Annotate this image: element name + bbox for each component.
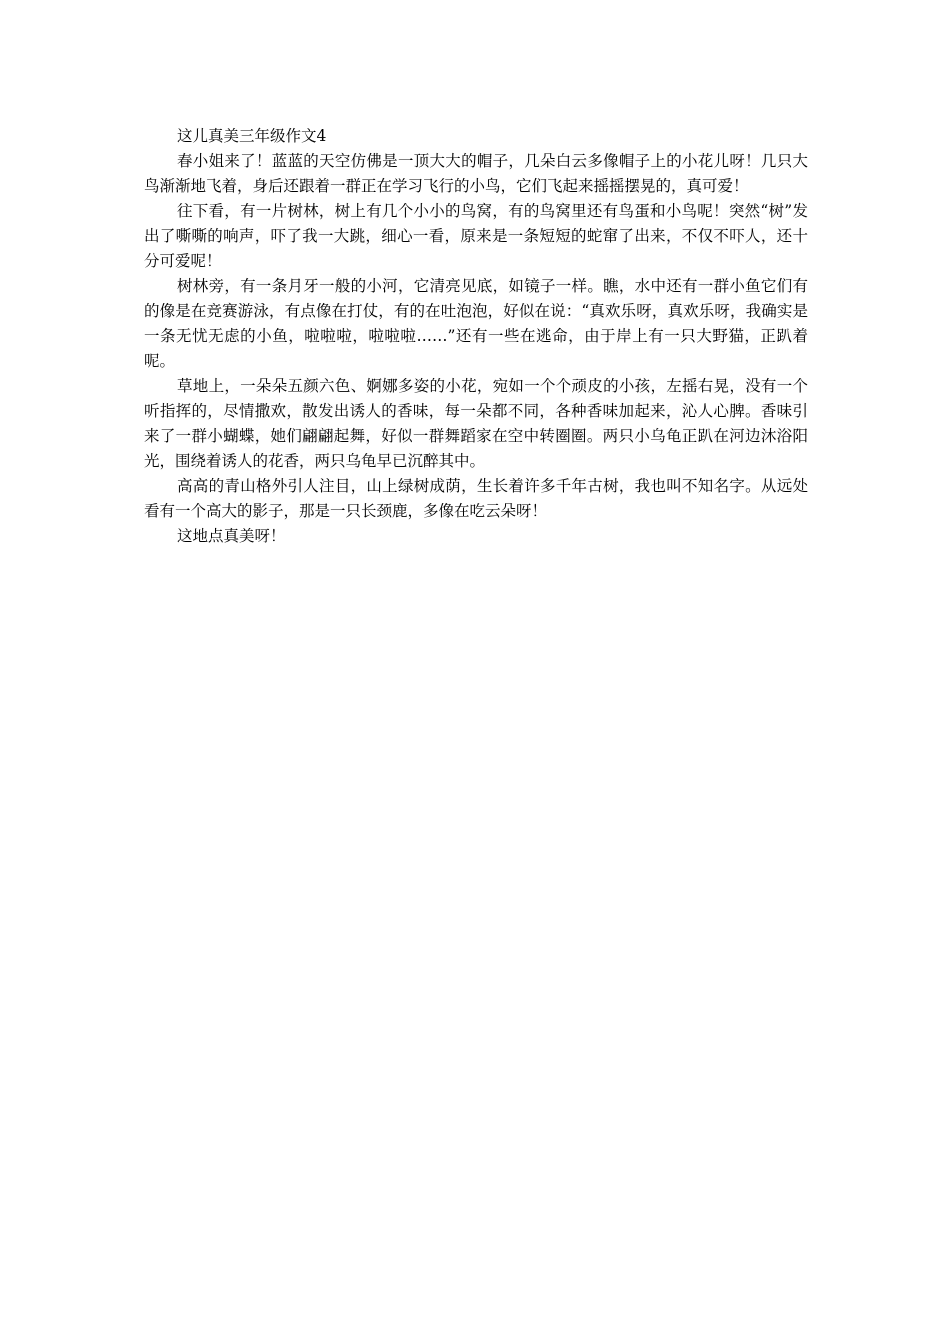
paragraph-1: 春小姐来了！蓝蓝的天空仿佛是一顶大大的帽子，几朵白云多像帽子上的小花儿呀！几只大鸟渐渐地飞着，身后还跟着一群正在学习飞行的小鸟，它们飞起来摇摇摆晃的，真可爱！	[144, 152, 808, 195]
paragraph-3: 树林旁，有一条月牙一般的小河，它清亮见底，如镜子一样。瞧，水中还有一群小鱼它们有的像是在竞赛游泳，有点像在打仗，有的在吐泡泡，好似在说：“真欢乐呀，真欢乐呀，我确实是一条无忧无虑的小鱼，啦啦啦，啦啦啦……”还有一些在逃命，由于岸上有一只大野猫，正趴着呢。	[144, 277, 808, 370]
paragraph-4: 草地上，一朵朵五颜六色、婀娜多姿的小花，宛如一个个顽皮的小孩，左摇右晃，没有一个听指挥的，尽情撒欢，散发出诱人的香味，每一朵都不同，各种香味加起来，沁人心脾。香味引来了一群小蝴蝶，她们翩翩起舞，好似一群舞蹈家在空中转圈圈。两只小乌龟正趴在河边沐浴阳光，围绕着诱人的花香，两只乌龟早已沉醉其中。	[144, 377, 808, 470]
paragraph-5: 高高的青山格外引人注目，山上绿树成荫，生长着许多千年古树，我也叫不知名字。从远处看有一个高大的影子，那是一只长颈鹿，多像在吃云朵呀！	[144, 477, 808, 520]
document-title: 这儿真美三年级作文4	[177, 127, 327, 145]
paragraph-6: 这地点真美呀！	[177, 527, 286, 545]
document-body	[144, 124, 808, 549]
paragraph-2: 往下看，有一片树林，树上有几个小小的鸟窝，有的鸟窝里还有鸟蛋和小鸟呢！突然“树”发出了嘶嘶的响声，吓了我一大跳，细心一看，原来是一条短短的蛇窜了出来，不仅不吓人，还十分可爱呢！	[144, 202, 808, 270]
